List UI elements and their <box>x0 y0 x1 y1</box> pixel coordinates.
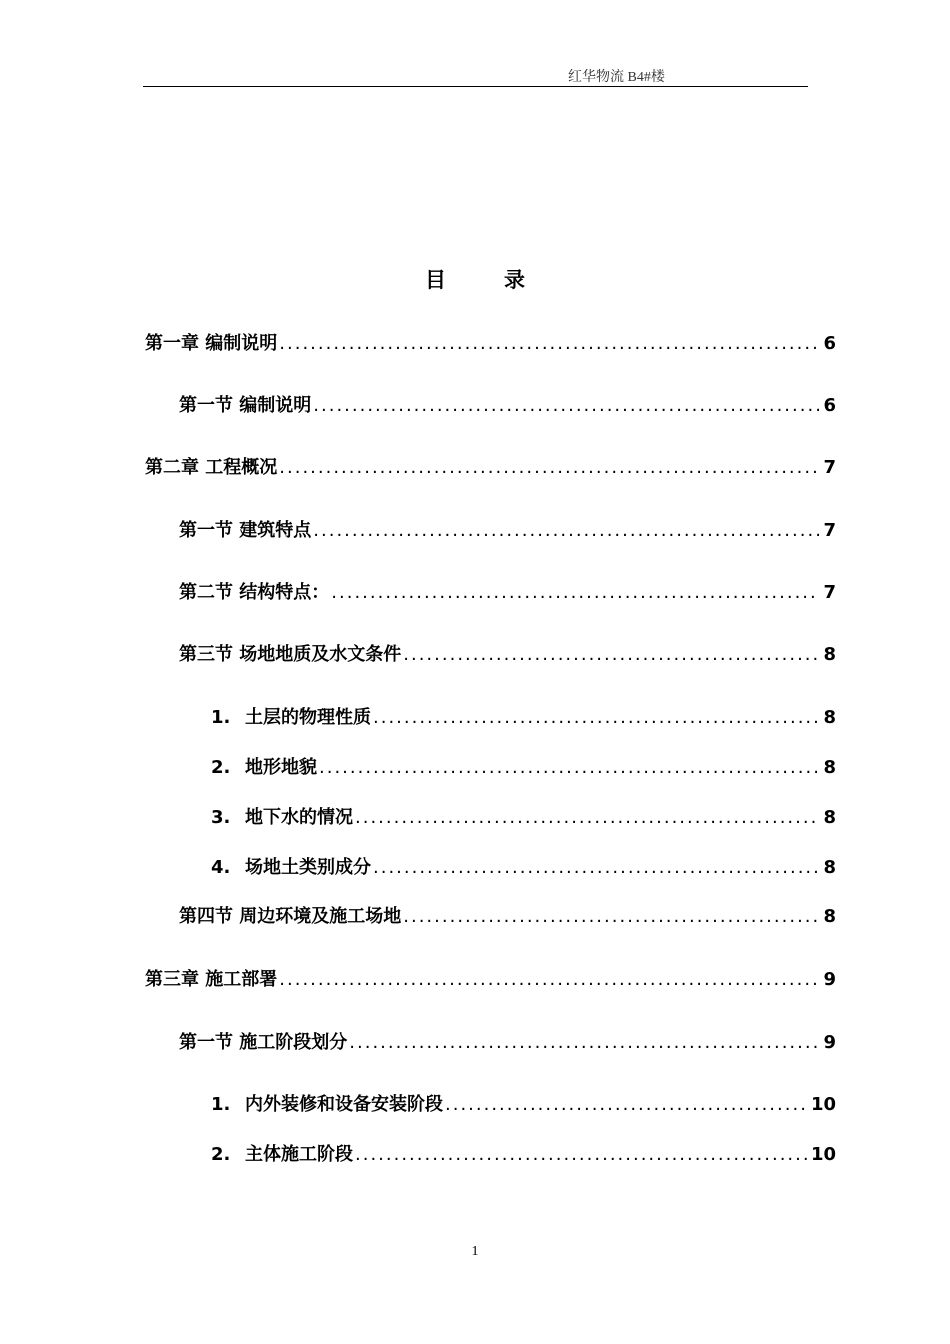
toc-number: 2. <box>211 757 231 778</box>
toc-label: 地形地貌 <box>245 757 317 778</box>
toc-entry[interactable] <box>145 968 836 992</box>
toc-entry[interactable] <box>211 1093 836 1117</box>
toc-entry[interactable] <box>179 905 836 929</box>
toc-page: 8 <box>823 644 836 665</box>
title-right-char: 录 <box>504 268 525 292</box>
toc-leader <box>355 1143 807 1167</box>
toc-page: 8 <box>823 707 836 728</box>
toc-page: 8 <box>823 807 836 828</box>
page-number: 1 <box>471 1244 479 1259</box>
toc-label: 场地土类别成分 <box>245 857 371 878</box>
toc-label: 第四节 周边环境及施工场地 <box>179 906 402 927</box>
running-header: 红华物流 B4#楼 <box>568 70 665 85</box>
toc-number: 4. <box>211 857 231 878</box>
toc-leader <box>349 1031 819 1055</box>
toc-leader <box>373 706 819 730</box>
toc-page: 9 <box>823 969 836 990</box>
toc-page: 7 <box>823 520 836 541</box>
toc-page: 7 <box>823 582 836 603</box>
toc-label: 土层的物理性质 <box>245 707 371 728</box>
toc-label: 内外装修和设备安装阶段 <box>245 1094 443 1115</box>
toc-leader <box>373 856 819 880</box>
toc-label: 第一节 建筑特点 <box>179 520 312 541</box>
toc-entry[interactable] <box>211 806 836 830</box>
toc-entry[interactable] <box>145 456 836 480</box>
toc-entry[interactable] <box>179 643 836 667</box>
toc-entry[interactable] <box>211 706 836 730</box>
toc-page: 7 <box>823 457 836 478</box>
toc-leader <box>331 581 819 605</box>
toc-page: 6 <box>823 333 836 354</box>
toc-page: 10 <box>810 1094 836 1115</box>
toc-entry[interactable] <box>211 856 836 880</box>
toc-number: 1. <box>211 1094 231 1115</box>
toc-page: 6 <box>823 395 836 416</box>
toc-entry[interactable] <box>179 394 836 418</box>
toc-label: 第二节 结构特点： <box>179 582 330 603</box>
toc-label: 第三章 施工部署 <box>145 969 278 990</box>
toc-page: 8 <box>823 906 836 927</box>
toc-page: 8 <box>823 857 836 878</box>
toc-leader <box>313 394 819 418</box>
toc-number: 1. <box>211 707 231 728</box>
toc-label: 主体施工阶段 <box>245 1144 353 1165</box>
toc-number: 2. <box>211 1144 231 1165</box>
toc-leader <box>355 806 819 830</box>
toc-label: 第一节 施工阶段划分 <box>179 1032 348 1053</box>
toc-number: 3. <box>211 807 231 828</box>
toc-entry[interactable] <box>211 1143 836 1167</box>
toc-leader <box>313 519 819 543</box>
page-title <box>0 264 950 294</box>
header-divider <box>143 86 808 87</box>
toc-leader <box>279 332 819 356</box>
toc-leader <box>445 1093 807 1117</box>
title-left-char: 目 <box>425 268 446 292</box>
toc-leader <box>319 756 819 780</box>
toc-label: 地下水的情况 <box>245 807 353 828</box>
toc-entry[interactable] <box>179 1031 836 1055</box>
toc-label: 第二章 工程概况 <box>145 457 278 478</box>
toc-page: 10 <box>810 1144 836 1165</box>
toc-label: 第一节 编制说明 <box>179 395 312 416</box>
toc-entry[interactable] <box>179 581 836 605</box>
toc-entry[interactable] <box>211 756 836 780</box>
toc-leader <box>279 968 819 992</box>
toc-label: 第三节 场地地质及水文条件 <box>179 644 402 665</box>
toc-page: 9 <box>823 1032 836 1053</box>
toc-page: 8 <box>823 757 836 778</box>
toc-leader <box>403 643 819 667</box>
toc-label: 第一章 编制说明 <box>145 333 278 354</box>
toc-leader <box>403 905 819 929</box>
toc-entry[interactable] <box>145 332 836 356</box>
toc-entry[interactable] <box>179 519 836 543</box>
toc-leader <box>279 456 819 480</box>
